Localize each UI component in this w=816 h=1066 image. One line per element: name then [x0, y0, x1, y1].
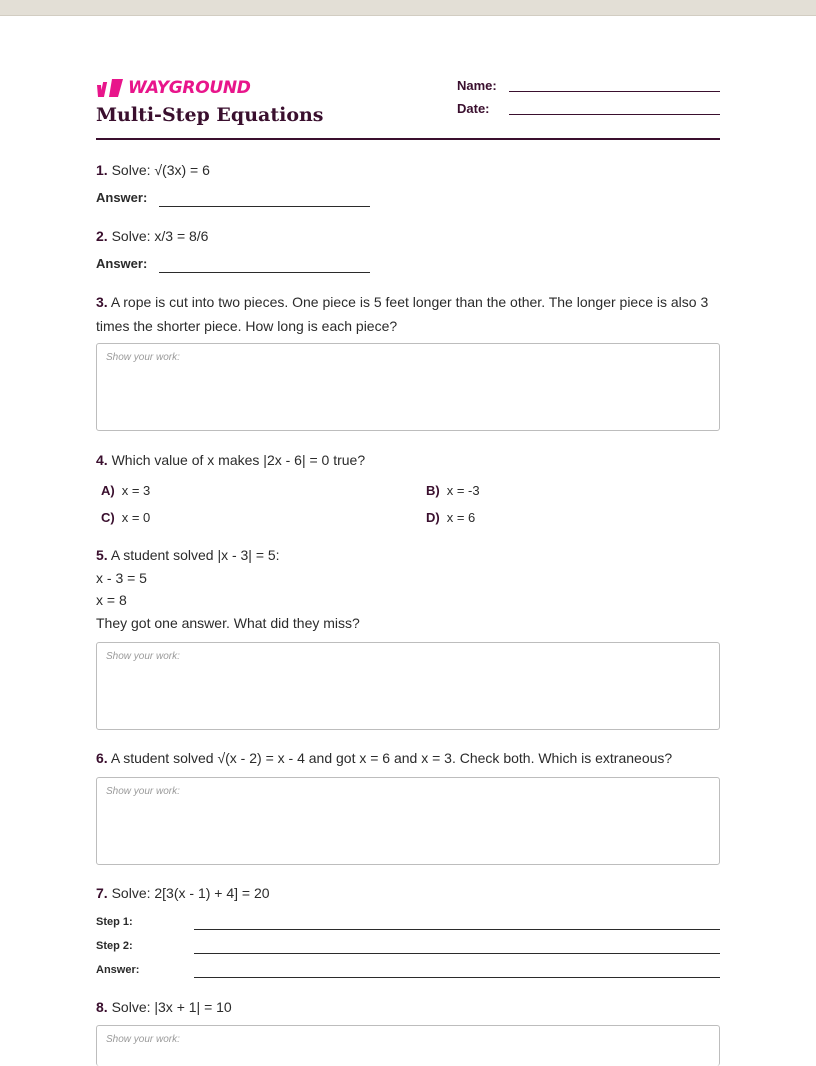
choice-letter: B): [426, 483, 440, 498]
choice-text: x = 6: [446, 510, 476, 525]
name-label: Name:: [457, 78, 497, 93]
question-text: Solve: x/3 = 8/6: [111, 228, 209, 244]
answer-field[interactable]: [159, 206, 370, 207]
question-number: 2.: [96, 228, 108, 244]
answer-field[interactable]: [159, 272, 370, 273]
step-1-field[interactable]: [194, 929, 720, 930]
work-placeholder: Show your work:: [106, 352, 180, 363]
brand-logo: [96, 78, 251, 98]
answer-label: Answer:: [96, 190, 148, 205]
question-text: A student solved √(x - 2) = x - 4 and got x = 6 and x = 3. Check both. Which is extraneous?: [110, 750, 673, 766]
choice-letter: A): [101, 483, 115, 498]
choice-c[interactable]: [101, 510, 150, 525]
step-1-label: Step 1:: [96, 916, 133, 928]
question-text: Solve: |3x + 1| = 10: [111, 999, 232, 1015]
step-answer-field[interactable]: [194, 977, 720, 978]
question-number: 3.: [96, 294, 108, 310]
question-number: 7.: [96, 885, 108, 901]
work-box[interactable]: [96, 343, 720, 431]
work-placeholder: Show your work:: [106, 1034, 180, 1045]
question-text: Which value of x makes |2x - 6| = 0 true?: [111, 452, 366, 468]
brand-logo-icon: [96, 78, 124, 98]
question-1: [96, 158, 720, 182]
question-line: x = 8: [96, 592, 127, 608]
name-field[interactable]: [509, 91, 720, 92]
question-text: A student solved |x - 3| = 5:: [110, 547, 280, 563]
choice-text: x = 3: [121, 483, 151, 498]
choice-text: x = -3: [446, 483, 480, 498]
answer-label: Answer:: [96, 256, 148, 271]
step-2-field[interactable]: [194, 953, 720, 954]
choice-text: x = 0: [121, 510, 151, 525]
date-label: Date:: [457, 101, 490, 116]
question-number: 4.: [96, 452, 108, 468]
brand-name: WAYGROUND: [128, 78, 251, 98]
work-box[interactable]: [96, 1025, 720, 1066]
question-number: 6.: [96, 750, 108, 766]
question-7: [96, 881, 720, 905]
work-placeholder: Show your work:: [106, 786, 180, 797]
question-6: [96, 746, 720, 770]
choice-letter: C): [101, 510, 115, 525]
work-placeholder: Show your work:: [106, 651, 180, 662]
worksheet-title: Multi-Step Equations: [96, 104, 324, 126]
question-number: 5.: [96, 547, 108, 563]
work-box[interactable]: [96, 642, 720, 730]
work-box[interactable]: [96, 777, 720, 865]
question-number: 1.: [96, 162, 108, 178]
question-number: 8.: [96, 999, 108, 1015]
page-top-strip: [0, 0, 816, 16]
question-2: [96, 224, 720, 248]
question-text: Solve: 2[3(x - 1) + 4] = 20: [111, 885, 270, 901]
header-divider: [96, 138, 720, 140]
question-line: x - 3 = 5: [96, 569, 147, 586]
choice-b[interactable]: [426, 483, 480, 498]
step-answer-label: Answer:: [96, 964, 140, 976]
question-8: [96, 995, 720, 1019]
date-field[interactable]: [509, 114, 720, 115]
question-4: [96, 448, 720, 472]
step-2-label: Step 2:: [96, 940, 133, 952]
choice-letter: D): [426, 510, 440, 525]
question-line: They got one answer. What did they miss?: [96, 614, 360, 631]
choice-d[interactable]: [426, 510, 475, 525]
question-text: Solve: √(3x) = 6: [111, 162, 210, 178]
question-3: [96, 290, 720, 338]
choice-a[interactable]: [101, 483, 150, 498]
question-text: A rope is cut into two pieces. One piece is 5 feet longer than the other. The longer piece is also 3 times the shorter piece. How long is each piece?: [96, 294, 709, 334]
question-5: [96, 544, 720, 634]
